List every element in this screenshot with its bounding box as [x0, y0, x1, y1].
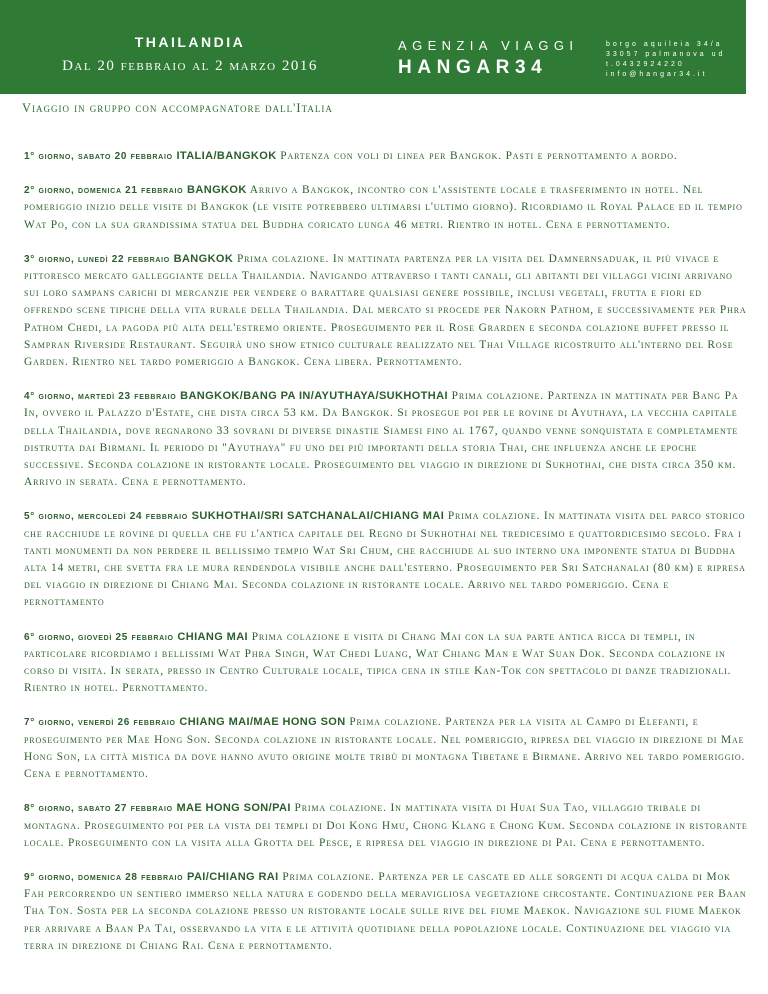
- trip-subtitle: Viaggio in gruppo con accompagnatore dall'Italia: [22, 101, 333, 115]
- agency-name: AGENZIA VIAGGI: [398, 38, 579, 53]
- day-text: Prima colazione. In mattinata visita di Huai Sua Tao, villaggio tribale di montagna. Proseguimento poi per la vista dei templi di Doi Kong Hmu, Chong Klang e Chong Kum. Seconda colazione in ristorante locale. Proseguimento con la visita alla Grotta del Pesce, e ripresa del viaggio in direzione di Pai. Cena e pernottamento.: [24, 802, 748, 849]
- day-text: Partenza con voli di linea per Bangkok. Pasti e pernottamento a bordo.: [280, 150, 678, 162]
- day-place: ITALIA/BANGKOK: [176, 150, 277, 162]
- itinerary-day: [24, 182, 748, 234]
- agency-brand: HANGAR34: [398, 57, 548, 78]
- itinerary-day: [24, 800, 748, 852]
- day-text: Prima colazione. In mattinata visita del parco storico che racchiude le rovine di quella che fu l'antica capitale del Regno di Sukhothai nel tredicesimo e quattordicesimo secolo. Fra i tanti monumenti da non perdere il bellissimo tempio Wat Sri Chum, che racchiude al suo interno una imponente statua di Buddha alta 14 metri, che svetta fra le mura rendendola visibile anche dall'esterno. Proseguimento per Sri Satchanalai (80 km) e ripresa del viaggio in direzione di Chiang Mai. Seconda colazione in ristorante locale. Arrivo nel tardo pomeriggio. Cena e pernottamento: [24, 510, 746, 609]
- itinerary-day: [24, 388, 748, 491]
- day-place: BANGKOK: [187, 184, 247, 197]
- day-label: 2° giorno, domenica 21 febbraio: [24, 185, 184, 197]
- itinerary-day: [24, 148, 748, 165]
- contact-email[interactable]: info@hangar34.it: [606, 71, 708, 78]
- trip-title-block: [0, 0, 380, 94]
- day-place: BANGKOK: [173, 252, 234, 265]
- itinerary-day: [24, 629, 748, 698]
- day-text: Arrivo a Bangkok, incontro con l'assistente locale e trasferimento in hotel. Nel pomeriggio inizio delle visite di Bangkok (le visite potrebbero ultimarsi l'ultimo giorno). Ricordiamo il Royal Palace ed il tempio Wat Po, con la sua grandissima statua del Buddha coricato lunga 46 metri. Rientro in hotel. Cena e pernottamento.: [24, 184, 743, 231]
- day-label: 5° giorno, mercoledì 24 febbraio: [24, 511, 188, 523]
- itinerary-day: [24, 251, 748, 371]
- contact-address: borgo aquileia 34/a: [606, 41, 723, 48]
- day-place: CHIANG MAI: [177, 630, 249, 643]
- day-place: BANGKOK/BANG PA IN/AYUTHAYA/SUKHOTHAI: [180, 390, 448, 403]
- itinerary-day: [24, 869, 748, 955]
- contact-phone[interactable]: t.0432924220: [606, 61, 685, 68]
- day-label: 1° giorno, sabato 20 febbraio: [24, 151, 173, 162]
- itinerary: [24, 148, 748, 972]
- day-place: PAI/CHIANG RAI: [187, 870, 279, 883]
- day-text: Prima colazione e visita di Chang Mai con la sua parte antica ricca di templi, in particolare ricordiamo i bellissimi Wat Phra Singh, Wat Chedi Luang, Wat Chiang Man e Wat Suan Dok. Seconda colazione in corso di visita. In serata, presso in Centro Culturale locale, tipica cena in stile Kan-Tok con spettacolo di danze tradizionali. Rientro in hotel. Pernottamento.: [24, 630, 732, 695]
- day-label: 3° giorno, lunedì 22 febbraio: [24, 253, 170, 265]
- day-text: Prima colazione. Partenza in mattinata per Bang Pa In, ovvero il Palazzo d'Estate, che dista circa 53 km. Da Bangkok. Si prosegue poi per le rovine di Ayuthaya, la vecchia capitale della Thailandia, dove regnarono 33 sovrani di diverse dinastie Siamesi fino al 1767, quando venne sonquistata e completamente distrutta dai Birmani. Il periodo di "Ayuthaya" fu uno dei più importanti della storia Thai, che influenza anche le epoche successive. Seconda colazione in ristorante locale. Proseguimento del viaggio in direzione di Sukhothai, che dista circa 350 km. Arrivo in serata. Cena e pernottamento.: [24, 390, 739, 489]
- day-label: 9° giorno, domenica 28 febbraio: [24, 871, 184, 883]
- day-text: Prima colazione. Partenza per le cascate ed alle sorgenti di acqua calda di Mok Fah percorrendo un sentiero immerso nella natura e godendo della meravigliosa vegetazione circostante. Continuazione per Baan Tha Ton. Sosta per la seconda colazione presso un ristorante locale sulle rive del fiume Maekok. Navigazione sul fiume Maekok per arrivare a Baan Pa Tai, osservando la vita e le attività quotidiane della popolazione locale. Continuazione del viaggio via terra in direzione di Chiang Rai. Cena e pernottamento.: [24, 870, 747, 952]
- agency-block: [380, 0, 594, 94]
- day-text: Prima colazione. Partenza per la visita al Campo di Elefanti, e proseguimento per Mae Hong Son. Seconda colazione in ristorante locale. Nel pomeriggio, ripresa del viaggio in direzione di Mae Hong Son, la città mistica da dove hanno avuto origine molte tribù di montagna Tibetane e Birmane. Arrivo nel tardo pomeriggio. Cena e pernottamento.: [24, 716, 746, 781]
- itinerary-day: [24, 714, 748, 783]
- day-place: MAE HONG SON/PAI: [176, 802, 291, 815]
- header-banner: [0, 0, 746, 94]
- day-label: 8° giorno, sabato 27 febbraio: [24, 803, 173, 815]
- day-label: 7° giorno, venerdì 26 febbraio: [24, 717, 176, 729]
- day-label: 6° giorno, giovedì 25 febbraio: [24, 631, 174, 643]
- trip-dates: Dal 20 febbraio al 2 marzo 2016: [62, 58, 318, 74]
- trip-title: THAILANDIA: [134, 34, 246, 50]
- agency-contact: [606, 40, 742, 80]
- day-text: Prima colazione. In mattinata partenza per la visita del Damnernsaduak, il più vivace e pittoresco mercato galleggiante della Thailandia. Navigando attraverso i tanti canali, gli abitanti dei villaggi vicini arrivano sui loro sampans carichi di mercanzie per vendere o barattare qualsiasi genere possibile, inclusi vegetali, frutta e fiori ed offrendo scene tipiche della vita rurale della Thailandia. Dal mercato si procede per Nakorn Pathom, e successivamente per Phra Pathom Chedi, la pagoda più alta dell'estremo oriente. Proseguimento per il Rose Grarden e seconda colazione buffet presso il Sampran Riverside Restaurant. Seguirà uno show etnico culturale realizzato nel Thai Village ricostruito all'interno del Rose Garden. Rientro nel tardo pomeriggio a Bangkok. Cena libera. Pernottamento.: [24, 252, 747, 369]
- day-place: SUKHOTHAI/SRI SATCHANALAI/CHIANG MAI: [191, 510, 445, 523]
- day-place: CHIANG MAI/MAE HONG SON: [179, 716, 346, 729]
- contact-city: 33057 palmanova ud: [606, 51, 726, 58]
- day-label: 4° giorno, martedì 23 febbraio: [24, 391, 177, 403]
- itinerary-day: [24, 508, 748, 611]
